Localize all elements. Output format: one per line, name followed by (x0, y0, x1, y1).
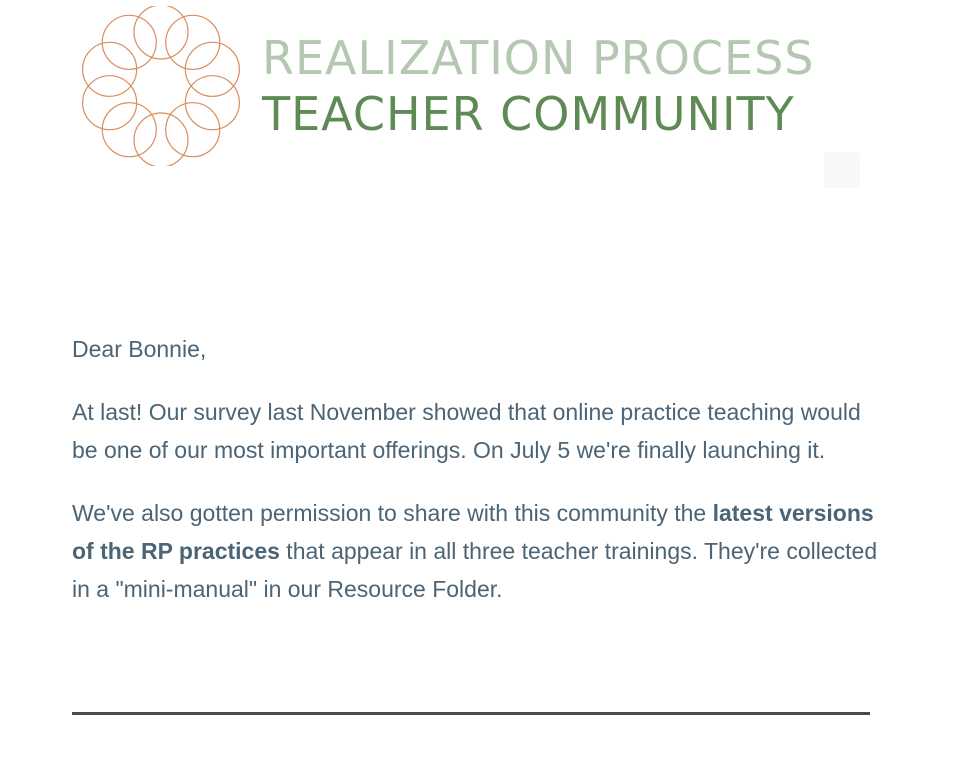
faint-placeholder-box (824, 152, 860, 188)
brand-title-line-2: TEACHER COMMUNITY (262, 87, 795, 141)
paragraph-2-text-start: We've also gotten permission to share with this community the (72, 500, 713, 526)
paragraph-2-text-end: that appear in all three teacher trainings. They're collected in a "mini-manual" in our Resource Folder. (72, 538, 878, 602)
email-header (0, 0, 980, 190)
circle-flower-logo-icon (78, 6, 244, 166)
logo-ring (134, 113, 188, 166)
greeting-text: Dear Bonnie, (72, 336, 207, 362)
section-divider (72, 712, 870, 715)
paragraph-2-bold-text: latest versions of the RP practices (72, 500, 874, 564)
logo-ring (134, 6, 188, 59)
paragraph-1: At last! Our survey last November showed that online practice teaching would be one of our most important offerings. On July 5 we're finally launching it. (72, 399, 861, 463)
brand-title-line-1: REALIZATION PROCESS (262, 31, 815, 85)
paragraph-2 (72, 494, 882, 608)
email-body (72, 330, 882, 633)
